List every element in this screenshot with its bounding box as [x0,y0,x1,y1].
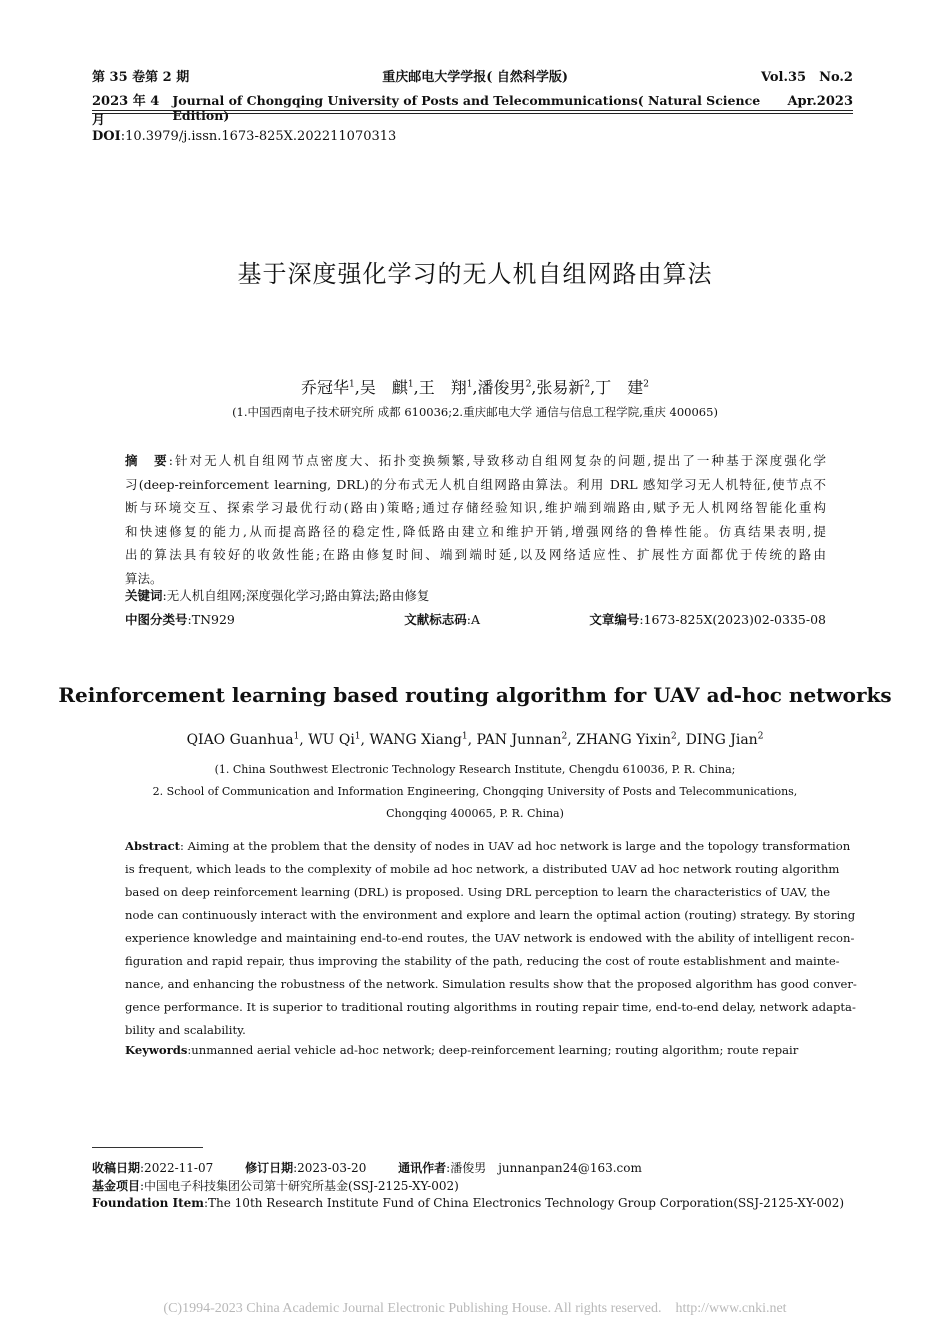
abstract-cn-line: 和快速修复的能力,从而提高路径的稳定性,降低路由建立和维护开销,增强网络的鲁棒性能。仿真结果表明,提 [125,523,826,539]
abstract-en-line: Abstract: Aiming at the problem that the density of nodes in UAV ad hoc network is large and the topology transformation [125,839,851,853]
cnki-watermark: (C)1994-2023 China Academic Journal Electronic Publishing House. All rights reserved. http://www.cnki.net [163,1301,787,1316]
author-cn: 王 翔$^1$ [418,378,473,397]
paper-title-en: Reinforcement learning based routing algorithm for UAV ad-hoc networks [58,683,892,707]
journal-volume-cn: 第 35 卷第 2 期 [92,70,190,85]
keywords-en-value: :unmanned aerial vehicle ad-hoc network; deep-reinforcement learning; routing algorithm; route repair [187,1043,799,1057]
received-date: 收稿日期:2022-11-07 [92,1161,214,1175]
abstract-en [125,835,857,1042]
author-en: WANG Xiang$^1$ [369,731,468,748]
journal-date-en: Apr.2023 [787,94,853,109]
keywords-en [125,1043,798,1057]
document-code: 文献标志码:A [404,612,480,627]
paper-title-cn: 基于深度强化学习的无人机自组网路由算法 [237,260,713,288]
abstract-en-line: nance, and enhancing the robustness of the network. Simulation results show that the proposed algorithm has good conver- [125,977,857,991]
doi [92,129,396,144]
footnote-rule [92,1147,203,1148]
affiliation-en-line: 2. School of Communication and Information Engineering, Chongqing University of Posts and Telecommunications, [152,785,798,798]
keywords-cn [125,586,429,604]
abstract-cn-line: 算法。 [125,570,163,586]
header-rule-thin [92,113,853,114]
corresponding-author: 通讯作者:潘俊男 junnanpan24@163.com [398,1161,642,1175]
journal-title-cn: 重庆邮电大学学报( 自然科学版) [382,70,569,85]
abstract-cn-line: 出的算法具有较好的收敛性能;在路由修复时间、端到端时延,以及网络适应性、扩展性方面都优于传统的路由 [125,547,826,562]
abstract-en-line: experience knowledge and maintaining end-to-end routes, the UAV network is endowed with the ability of intelligent recon- [125,931,855,945]
keywords-cn-label: 关键词 [125,588,163,603]
journal-header-row-2 [92,90,853,128]
author-en: QIAO Guanhua$^1$ [186,731,300,748]
footnote-dates [92,1159,642,1176]
affiliation-en-line: (1. China Southwest Electronic Technology Research Institute, Chengdu 610036, P. R. China; [214,763,736,776]
doi-value: :10.3979/j.issn.1673-825X.202211070313 [120,129,397,144]
abstract-cn-line: 断与环境交互、探索学习最优行动(路由)策略;通过存储经验知识,维护端到端路由,赋予无人机网络智能化重构 [125,500,826,515]
doi-label: DOI [92,129,121,144]
abstract-cn-line: 习(deep-reinforcement learning, DRL)的分布式无人机自组网路由算法。利用 DRL 感知学习无人机特征,使节点不 [125,476,826,492]
authors-en: QIAO Guanhua$^1$, WU Qi$^1$, WANG Xiang$^1$, PAN Junnan$^2$, ZHANG Yixin$^2$, DING Jian$^2$ [186,731,764,748]
abstract-en-line: based on deep reinforcement learning (DRL) is proposed. Using DRL perception to learn the characteristics of UAV, the [125,885,831,899]
keywords-cn-value: :无人机自组网;深度强化学习;路由算法;路由修复 [162,588,430,603]
classification-row [125,610,826,628]
revised-date: 修订日期:2023-03-20 [245,1161,367,1175]
author-cn: 张易新$^2$ [536,378,591,397]
footnote-fund-en: Foundation Item:The 10th Research Institute Fund of China Electronics Technology Group Corporation(SSJ-2125-XY-002) [92,1196,845,1210]
abstract-en-line: bility and scalability. [125,1023,246,1037]
journal-title-en: Journal of Chongqing University of Posts and Telecommunications( Natural Science Edition) [172,93,761,123]
abstract-en-line: gence performance. It is superior to traditional routing algorithms in routing repair time, end-to-end delay, network adapta- [125,1000,856,1014]
journal-header-row-1 [92,66,853,85]
abstract-en-line: is frequent, which leads to the complexity of mobile ad hoc network, a distributed UAV ad hoc network routing algorithm [125,862,840,876]
header-rule-thick [92,110,853,111]
abstract-cn [125,449,826,590]
author-cn: 乔冠华$^1$ [301,378,355,397]
article-number: 文章编号:1673-825X(2023)02-0335-08 [589,612,826,627]
author-cn: 丁 建$^2$ [595,378,649,397]
abstract-en-line: node can continuously interact with the environment and explore and learn the optimal action (routing) strategy. By storing [125,908,856,922]
abstract-cn-line: 摘 要:针对无人机自组网节点密度大、拓扑变换频繁,导致移动自组网复杂的问题,提出了一种基于深度强化学 [125,453,826,468]
author-en: WU Qi$^1$ [308,731,361,748]
journal-volume-en: Vol.35 No.2 [760,70,853,85]
author-cn: 吴 麒$^1$ [359,378,414,397]
author-en: PAN Junnan$^2$ [476,731,568,748]
affiliations-en [0,759,950,825]
abstract-en-label: Abstract [125,839,181,853]
author-en: DING Jian$^2$ [685,731,764,748]
author-cn: 潘俊男$^2$ [477,378,532,397]
author-en: ZHANG Yixin$^2$ [576,731,677,748]
keywords-en-label: Keywords [125,1043,188,1057]
affiliation-en-line: Chongqing 400065, P. R. China) [386,807,564,820]
authors-cn: 乔冠华$^1$,吴 麒$^1$,王 翔$^1$,潘俊男$^2$,张易新$^2$,丁 建$^2$ [301,378,649,397]
footnote-fund-cn: 基金项目:中国电子科技集团公司第十研究所基金(SSJ-2125-XY-002) [92,1179,459,1193]
abstract-en-line: figuration and rapid repair, thus improving the stability of the path, reducing the cost of route establishment and mainte- [125,954,840,968]
journal-date-cn: 2023 年 4 月 [92,94,160,128]
affiliations-cn: (1.中国西南电子技术研究所 成都 610036;2.重庆邮电大学 通信与信息工程学院,重庆 400065) [232,405,718,419]
clc-number: 中图分类号:TN929 [125,612,235,627]
abstract-cn-label: 摘 要 [125,453,169,468]
